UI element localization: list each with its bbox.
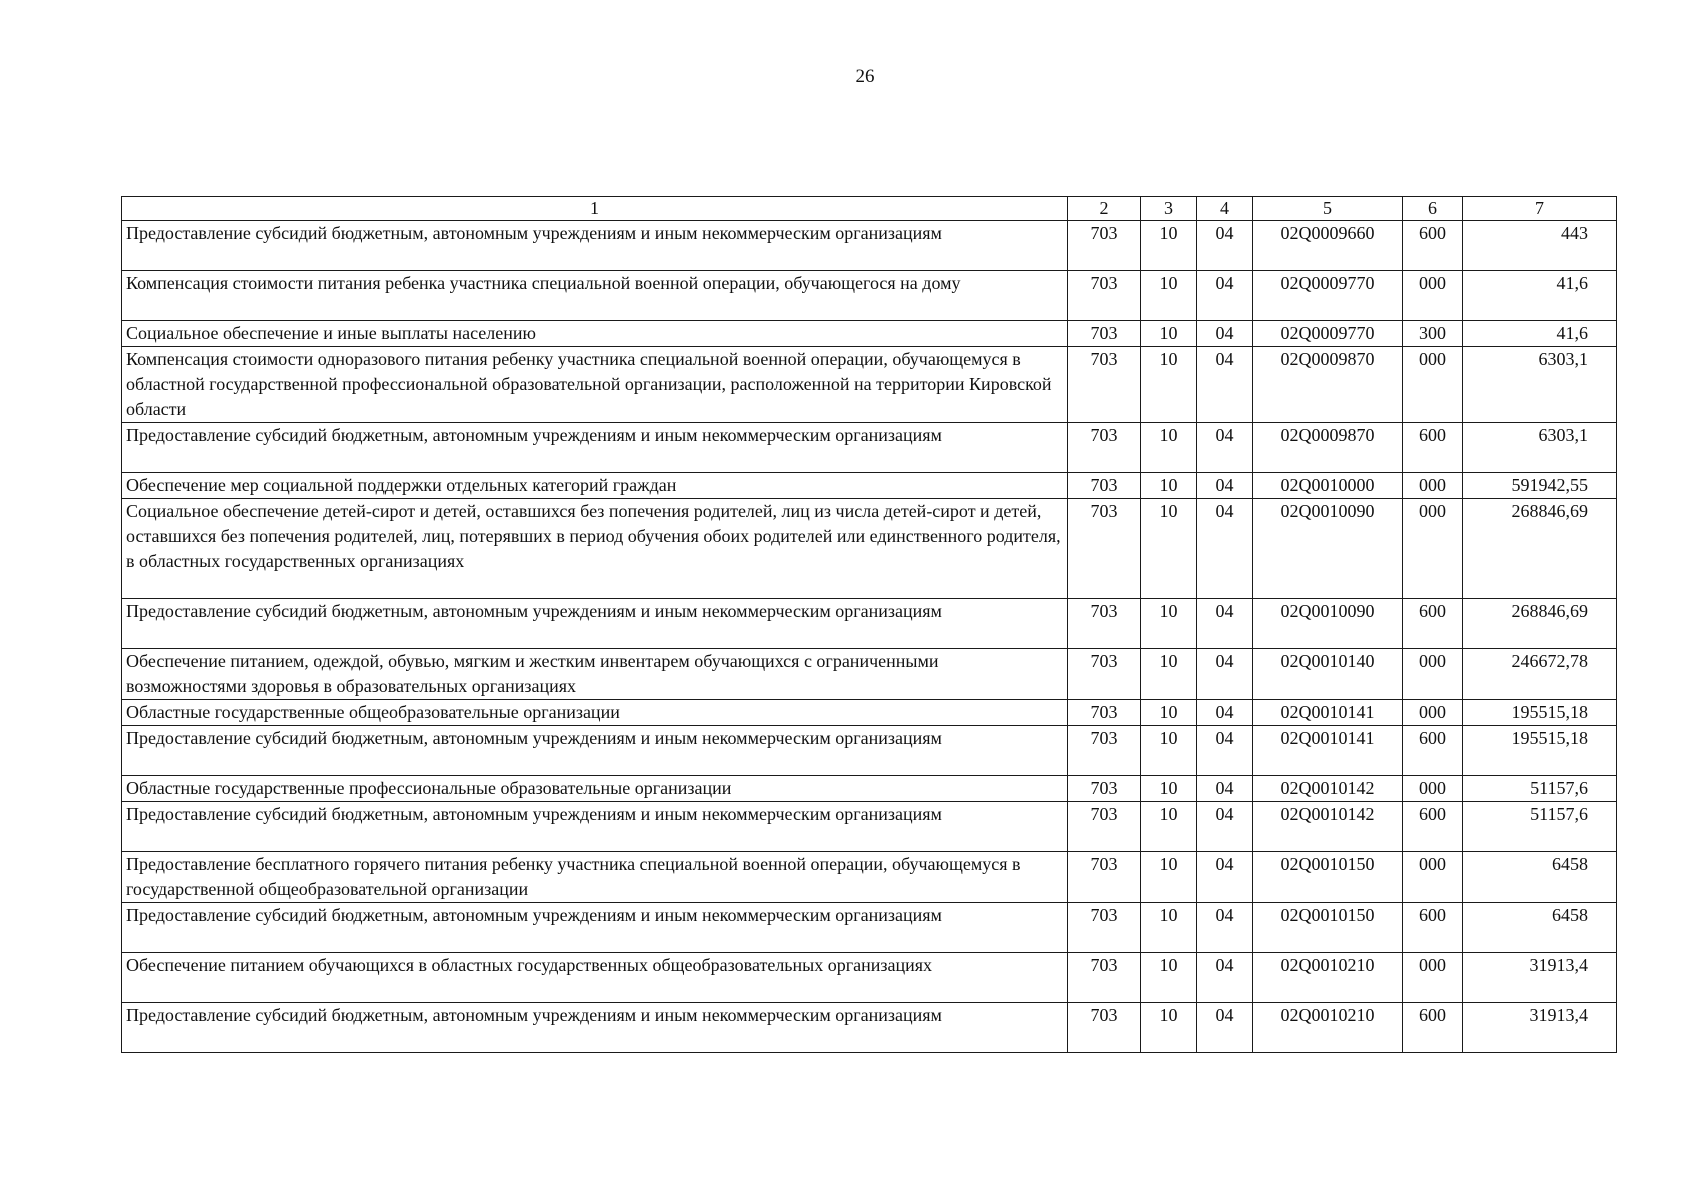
ministry-code-cell: 703 [1068, 599, 1141, 649]
subsection-code-cell: 04 [1197, 852, 1253, 903]
table-row [122, 802, 1617, 852]
target-article-cell: 02Q0009770 [1253, 321, 1403, 347]
ministry-code-cell: 703 [1068, 221, 1141, 271]
target-article-cell: 02Q0010210 [1253, 953, 1403, 1003]
table-row [122, 321, 1617, 347]
expense-type-cell: 000 [1403, 347, 1463, 423]
target-article-cell: 02Q0010140 [1253, 649, 1403, 700]
table-header [122, 197, 1617, 221]
ministry-code-cell: 703 [1068, 321, 1141, 347]
amount-cell: 31913,4 [1463, 1003, 1617, 1053]
amount-cell: 41,6 [1463, 271, 1617, 321]
expense-name-cell: Обеспечение питанием, одеждой, обувью, мягким и жестким инвентарем обучающихся с ограниченными возможностями здоровья в образовательных организациях [122, 649, 1068, 700]
expense-type-cell: 600 [1403, 726, 1463, 776]
section-code-cell: 10 [1141, 221, 1197, 271]
expense-name-cell: Компенсация стоимости одноразового питания ребенку участника специальной военной операции, обучающемуся в областной государственной профессиональной образовательной организации, расположенной на территории Кировской области [122, 347, 1068, 423]
table-row [122, 271, 1617, 321]
section-code-cell: 10 [1141, 423, 1197, 473]
column-header: 5 [1253, 197, 1403, 221]
amount-cell: 195515,18 [1463, 700, 1617, 726]
ministry-code-cell: 703 [1068, 473, 1141, 499]
expense-type-cell: 600 [1403, 802, 1463, 852]
table-row [122, 726, 1617, 776]
table-row [122, 649, 1617, 700]
subsection-code-cell: 04 [1197, 321, 1253, 347]
expense-type-cell: 000 [1403, 499, 1463, 599]
section-code-cell: 10 [1141, 903, 1197, 953]
expense-name-cell: Социальное обеспечение детей-сирот и детей, оставшихся без попечения родителей, лиц из числа детей-сирот и детей, оставшихся без попечения родителей, лиц, потерявших в период обучения обоих родителей или единственного родителя, в областных государственных организациях [122, 499, 1068, 599]
table-row [122, 776, 1617, 802]
subsection-code-cell: 04 [1197, 221, 1253, 271]
table-row [122, 953, 1617, 1003]
expense-name-cell: Предоставление субсидий бюджетным, автономным учреждениям и иным некоммерческим организациям [122, 903, 1068, 953]
ministry-code-cell: 703 [1068, 903, 1141, 953]
subsection-code-cell: 04 [1197, 802, 1253, 852]
section-code-cell: 10 [1141, 726, 1197, 776]
ministry-code-cell: 703 [1068, 347, 1141, 423]
ministry-code-cell: 703 [1068, 776, 1141, 802]
amount-cell: 268846,69 [1463, 499, 1617, 599]
table-row [122, 852, 1617, 903]
amount-cell: 6303,1 [1463, 347, 1617, 423]
subsection-code-cell: 04 [1197, 423, 1253, 473]
budget-table [121, 196, 1617, 1053]
table-row [122, 599, 1617, 649]
subsection-code-cell: 04 [1197, 776, 1253, 802]
ministry-code-cell: 703 [1068, 1003, 1141, 1053]
subsection-code-cell: 04 [1197, 473, 1253, 499]
expense-name-cell: Обеспечение мер социальной поддержки отдельных категорий граждан [122, 473, 1068, 499]
expense-name-cell: Областные государственные профессиональные образовательные организации [122, 776, 1068, 802]
amount-cell: 246672,78 [1463, 649, 1617, 700]
table-row [122, 903, 1617, 953]
expense-name-cell: Предоставление бесплатного горячего питания ребенку участника специальной военной операции, обучающемуся в государственной общеобразовательной организации [122, 852, 1068, 903]
table-row [122, 423, 1617, 473]
target-article-cell: 02Q0009870 [1253, 423, 1403, 473]
target-article-cell: 02Q0010142 [1253, 802, 1403, 852]
amount-cell: 591942,55 [1463, 473, 1617, 499]
expense-name-cell: Компенсация стоимости питания ребенка участника специальной военной операции, обучающегося на дому [122, 271, 1068, 321]
subsection-code-cell: 04 [1197, 953, 1253, 1003]
target-article-cell: 02Q0009770 [1253, 271, 1403, 321]
section-code-cell: 10 [1141, 499, 1197, 599]
ministry-code-cell: 703 [1068, 852, 1141, 903]
expense-name-cell: Предоставление субсидий бюджетным, автономным учреждениям и иным некоммерческим организациям [122, 423, 1068, 473]
section-code-cell: 10 [1141, 802, 1197, 852]
ministry-code-cell: 703 [1068, 700, 1141, 726]
target-article-cell: 02Q0010090 [1253, 599, 1403, 649]
expense-type-cell: 000 [1403, 776, 1463, 802]
expense-type-cell: 600 [1403, 423, 1463, 473]
ministry-code-cell: 703 [1068, 649, 1141, 700]
section-code-cell: 10 [1141, 321, 1197, 347]
target-article-cell: 02Q0010142 [1253, 776, 1403, 802]
expense-type-cell: 300 [1403, 321, 1463, 347]
table-row [122, 499, 1617, 599]
table-row [122, 1003, 1617, 1053]
amount-cell: 31913,4 [1463, 953, 1617, 1003]
expense-type-cell: 000 [1403, 700, 1463, 726]
subsection-code-cell: 04 [1197, 649, 1253, 700]
target-article-cell: 02Q0009660 [1253, 221, 1403, 271]
section-code-cell: 10 [1141, 953, 1197, 1003]
ministry-code-cell: 703 [1068, 953, 1141, 1003]
section-code-cell: 10 [1141, 271, 1197, 321]
subsection-code-cell: 04 [1197, 271, 1253, 321]
amount-cell: 51157,6 [1463, 776, 1617, 802]
column-header: 6 [1403, 197, 1463, 221]
column-header: 7 [1463, 197, 1617, 221]
section-code-cell: 10 [1141, 649, 1197, 700]
amount-cell: 268846,69 [1463, 599, 1617, 649]
ministry-code-cell: 703 [1068, 423, 1141, 473]
subsection-code-cell: 04 [1197, 599, 1253, 649]
section-code-cell: 10 [1141, 347, 1197, 423]
section-code-cell: 10 [1141, 700, 1197, 726]
expense-type-cell: 000 [1403, 649, 1463, 700]
subsection-code-cell: 04 [1197, 1003, 1253, 1053]
amount-cell: 195515,18 [1463, 726, 1617, 776]
subsection-code-cell: 04 [1197, 700, 1253, 726]
section-code-cell: 10 [1141, 599, 1197, 649]
expense-type-cell: 600 [1403, 903, 1463, 953]
subsection-code-cell: 04 [1197, 903, 1253, 953]
ministry-code-cell: 703 [1068, 726, 1141, 776]
ministry-code-cell: 703 [1068, 499, 1141, 599]
amount-cell: 6303,1 [1463, 423, 1617, 473]
amount-cell: 51157,6 [1463, 802, 1617, 852]
amount-cell: 6458 [1463, 903, 1617, 953]
column-header: 4 [1197, 197, 1253, 221]
expense-name-cell: Предоставление субсидий бюджетным, автономным учреждениям и иным некоммерческим организациям [122, 599, 1068, 649]
table-row [122, 221, 1617, 271]
expense-name-cell: Предоставление субсидий бюджетным, автономным учреждениям и иным некоммерческим организациям [122, 221, 1068, 271]
target-article-cell: 02Q0010210 [1253, 1003, 1403, 1053]
header-row [122, 197, 1617, 221]
expense-type-cell: 000 [1403, 852, 1463, 903]
section-code-cell: 10 [1141, 473, 1197, 499]
table-row [122, 700, 1617, 726]
expense-name-cell: Областные государственные общеобразовательные организации [122, 700, 1068, 726]
expense-name-cell: Социальное обеспечение и иные выплаты населению [122, 321, 1068, 347]
target-article-cell: 02Q0010000 [1253, 473, 1403, 499]
target-article-cell: 02Q0010090 [1253, 499, 1403, 599]
expense-type-cell: 600 [1403, 1003, 1463, 1053]
section-code-cell: 10 [1141, 1003, 1197, 1053]
table-row [122, 473, 1617, 499]
expense-name-cell: Предоставление субсидий бюджетным, автономным учреждениям и иным некоммерческим организациям [122, 1003, 1068, 1053]
expense-name-cell: Предоставление субсидий бюджетным, автономным учреждениям и иным некоммерческим организациям [122, 802, 1068, 852]
page-number: 26 [855, 66, 875, 87]
table-body [122, 221, 1617, 1053]
column-header: 3 [1141, 197, 1197, 221]
amount-cell: 6458 [1463, 852, 1617, 903]
section-code-cell: 10 [1141, 852, 1197, 903]
ministry-code-cell: 703 [1068, 802, 1141, 852]
target-article-cell: 02Q0010150 [1253, 852, 1403, 903]
table-row [122, 347, 1617, 423]
subsection-code-cell: 04 [1197, 726, 1253, 776]
expense-name-cell: Предоставление субсидий бюджетным, автономным учреждениям и иным некоммерческим организациям [122, 726, 1068, 776]
target-article-cell: 02Q0010141 [1253, 726, 1403, 776]
amount-cell: 443 [1463, 221, 1617, 271]
subsection-code-cell: 04 [1197, 347, 1253, 423]
column-header: 1 [122, 197, 1068, 221]
column-header: 2 [1068, 197, 1141, 221]
expense-type-cell: 600 [1403, 221, 1463, 271]
expense-type-cell: 000 [1403, 473, 1463, 499]
expense-name-cell: Обеспечение питанием обучающихся в областных государственных общеобразовательных организациях [122, 953, 1068, 1003]
expense-type-cell: 600 [1403, 599, 1463, 649]
section-code-cell: 10 [1141, 776, 1197, 802]
ministry-code-cell: 703 [1068, 271, 1141, 321]
subsection-code-cell: 04 [1197, 499, 1253, 599]
expense-type-cell: 000 [1403, 271, 1463, 321]
target-article-cell: 02Q0010150 [1253, 903, 1403, 953]
target-article-cell: 02Q0009870 [1253, 347, 1403, 423]
target-article-cell: 02Q0010141 [1253, 700, 1403, 726]
amount-cell: 41,6 [1463, 321, 1617, 347]
expense-type-cell: 000 [1403, 953, 1463, 1003]
